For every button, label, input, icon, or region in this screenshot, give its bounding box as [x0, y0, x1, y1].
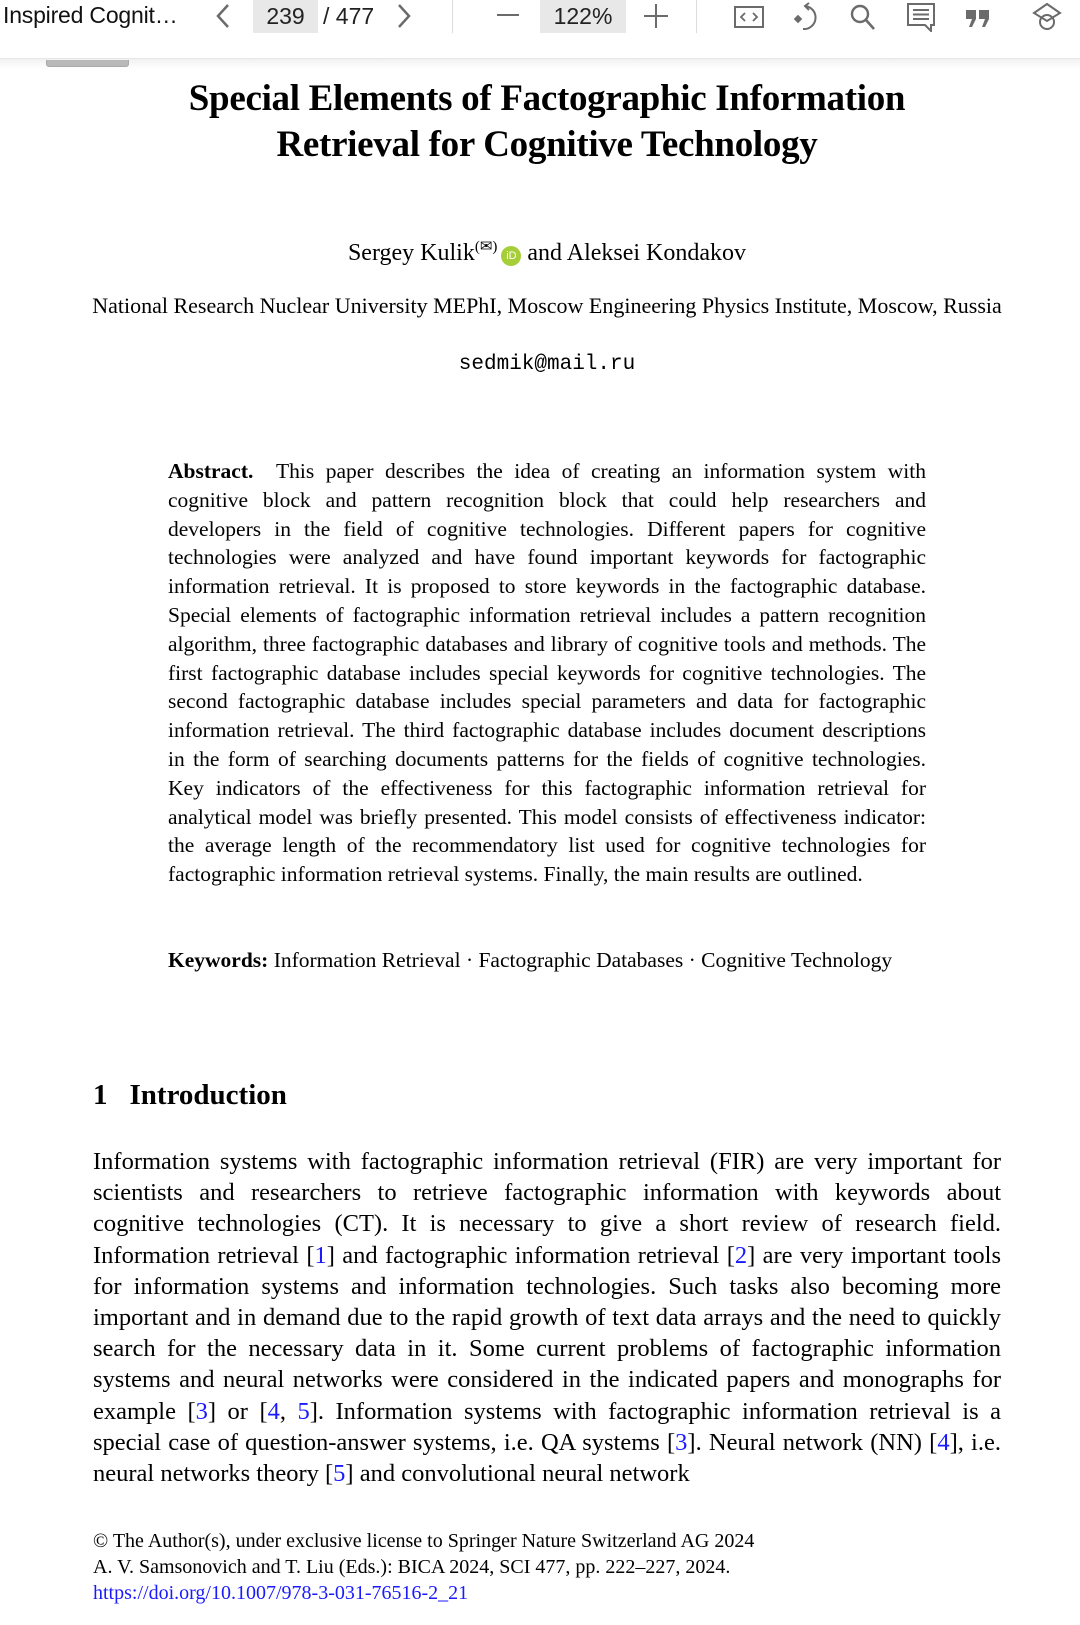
keywords-label: Keywords:	[168, 948, 269, 972]
section-heading-introduction	[93, 1079, 287, 1112]
abstract-text: This paper describes the idea of creating an information system with cognitive block and pattern recognition block that could help researchers and developers in the field of cognitive technologies. Different papers for cognitive technologies were analyzed and have found important keywords for factographic information retrieval. It is proposed to store keywords in the factographic database. Special elements of factographic information retrieval includes a pattern recognition algorithm, three factographic databases and library of cognitive tools and methods. The first factographic database includes special keywords for cognitive technologies. The second factographic database includes special parameters and data for factographic information retrieval. The third factographic database includes document descriptions in the form of searching documents patterns for the fields of cognitive technologies. Key indicators of the effectiveness for this factographic information retrieval for analytical model was briefly presented. This model consists of effectiveness indicator: the average length of the recommendatory list used for cognitive technologies for factographic information retrieval systems. Finally, the main results are outlined.	[168, 459, 926, 887]
next-page-button[interactable]	[395, 2, 413, 36]
text-run: and factographic information retrieval	[334, 1241, 727, 1269]
author-email: sedmik@mail.ru	[458, 353, 636, 376]
keywords-text: Information Retrieval · Factographic Databases · Cognitive Technology	[273, 948, 893, 972]
citation-info: A. V. Samsonovich and T. Liu (Eds.): BICA 2024, SCI 477, pp. 222–227, 2024.	[93, 1556, 731, 1578]
fit-page-button[interactable]	[733, 2, 765, 32]
horizontal-scrollbar-thumb[interactable]	[46, 60, 129, 67]
section-title: Introduction	[129, 1079, 287, 1111]
scholar-button[interactable]	[1031, 2, 1063, 32]
previous-page-button[interactable]	[214, 2, 232, 36]
search-button[interactable]	[847, 2, 879, 32]
section-number: 1	[93, 1079, 108, 1111]
toolbar-shadow	[0, 59, 1080, 69]
chevron-right-icon	[395, 2, 413, 30]
paper-title-line-2: Retrieval for Cognitive Technology	[276, 124, 818, 165]
copyright-notice: © The Author(s), under exclusive license to Springer Nature Switzerland AG 2024	[93, 1530, 755, 1552]
abstract-label: Abstract.	[168, 459, 254, 483]
paper-title	[0, 76, 1080, 168]
text-run: or	[216, 1397, 260, 1425]
fit-page-icon	[733, 2, 765, 32]
zoom-level-field[interactable]: 122%	[540, 0, 626, 33]
citation-link[interactable]: 2	[734, 1241, 748, 1269]
citation-link[interactable]: 5	[297, 1397, 310, 1425]
citation-link[interactable]: 3	[675, 1428, 688, 1456]
citation-link[interactable]: 4	[267, 1397, 280, 1425]
comments-button[interactable]	[905, 2, 937, 32]
text-run: , i.e. neural networks theory	[93, 1428, 1001, 1488]
text-run: Information systems with factographic information retrieval (FIR) are very important for scientists and researchers to retrieve factographic information with keywords about cognitive technologies (CT). It is necessary to give a short review of research field. Information retrieval	[93, 1148, 1001, 1269]
author-list	[0, 237, 1080, 267]
text-run: are very important tools for information systems and information technologies. Such tasks also becoming more important and in demand due to the rapid growth of text data arrays and the need to quickly search for the necessary data in it. Some current problems of factographic information systems and neural networks were considered in the indicated papers and monographs for example	[93, 1241, 1001, 1425]
pdf-toolbar	[0, 0, 1080, 59]
zoom-out-button[interactable]	[497, 14, 519, 16]
rotate-button[interactable]	[791, 2, 823, 32]
toolbar-divider	[452, 0, 453, 33]
corresponding-author-mail-icon: (✉)	[474, 239, 498, 255]
paper-title-line-1: Special Elements of Factographic Information	[188, 78, 906, 119]
text-run: . Information systems with factographic information retrieval is a special case of question-answer systems, i.e. QA systems	[93, 1397, 1001, 1456]
keywords	[168, 946, 926, 975]
citation-link[interactable]: 5	[333, 1460, 346, 1488]
page-number-input[interactable]: 239	[253, 0, 318, 33]
rotate-icon	[791, 2, 823, 32]
affiliation: National Research Nuclear University MEPhI, Moscow Engineering Physics Institute, Moscow, Russia	[92, 293, 1002, 318]
comments-icon	[905, 2, 937, 32]
introduction-paragraph: Information systems with factographic information retrieval (FIR) are very important for scientists and researchers to retrieve factographic information with keywords about cognitive technologies (CT). It is necessary to give a short review of research field. Information retrieval [1] and factographic information retrieval [2] are very important tools for information systems and information technologies. Such tasks also becoming more important and in demand due to the rapid growth of text data arrays and the need to quickly search for the necessary data in it. Some current problems of factographic information systems and neural networks were considered in the indicated papers and monographs for example [3] or [4, 5]. Information systems with factographic information retrieval is a special case of question-answer systems, i.e. QA systems [3]. Neural network (NN) [4], i.e. neural networks theory [5] and convolutional neural network	[93, 1148, 1001, 1488]
citation-link[interactable]: 1	[314, 1241, 327, 1269]
text-run: and convolutional neural network	[353, 1460, 690, 1488]
document-title: Inspired Cognit…	[3, 2, 178, 28]
cite-button[interactable]	[962, 2, 994, 32]
page-footer	[93, 1528, 754, 1606]
abstract	[168, 457, 926, 889]
zoom-in-button[interactable]	[644, 4, 668, 28]
orcid-icon[interactable]: iD	[501, 246, 521, 266]
toolbar-divider	[696, 0, 697, 33]
graduation-cap-icon	[1031, 2, 1063, 32]
page-total: / 477	[323, 3, 375, 29]
author-name-2: and Aleksei Kondakov	[527, 240, 747, 266]
citation-link[interactable]: 3	[195, 1397, 208, 1425]
citation-link[interactable]: 4	[937, 1428, 950, 1456]
author-name: Sergey Kulik	[347, 240, 475, 266]
quote-icon	[962, 2, 994, 32]
chevron-left-icon	[214, 2, 232, 30]
search-icon	[847, 2, 879, 32]
doi-link[interactable]: https://doi.org/10.1007/978-3-031-76516-2_21	[93, 1582, 469, 1604]
text-run: . Neural network (NN)	[695, 1428, 930, 1456]
